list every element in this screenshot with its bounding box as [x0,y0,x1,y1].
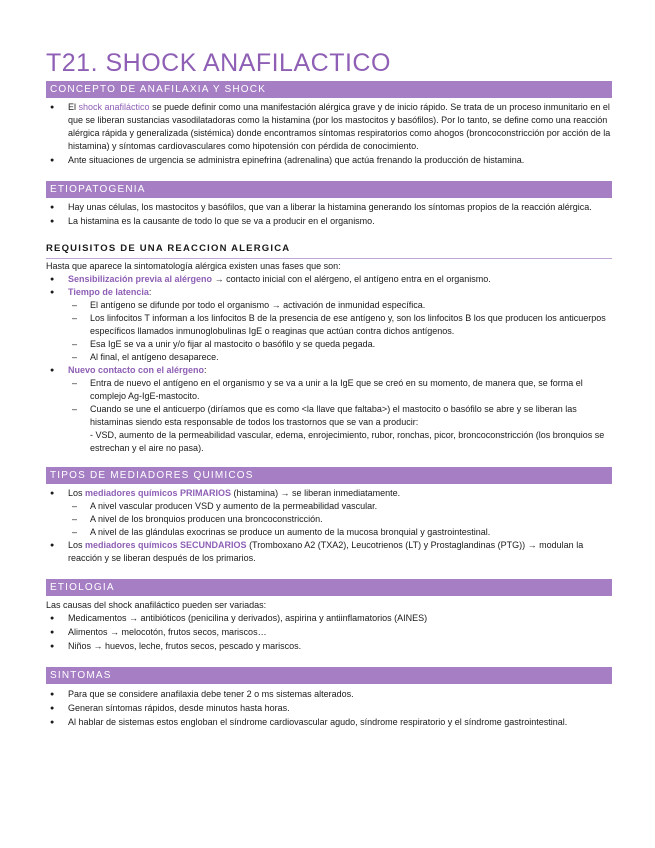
bullet-list [46,101,612,167]
list-item: ● Generan síntomas rápidos, desde minutos hasta horas. [46,702,612,715]
sub-item: – Esa IgE se va a unir y/o fijar al mastocito o basófilo y se queda pegada. [46,338,612,351]
section-requisitos [46,240,612,455]
section-header: ETIOLOGIA [46,579,612,596]
list-item: ● Para que se considere anafilaxia debe tener 2 o ms sistemas alterados. [46,688,612,701]
sub-item: – Los linfocitos T informan a los linfocitos B de la presencia de ese antígeno y, son los linfocitos B los que producen los anticuerpos específicos llamados inmunoglobulinas IgE o reaginas que actúan contra dichos antígenos. [46,312,612,338]
list-item: ● Ante situaciones de urgencia se administra epinefrina (adrenalina) que actúa frenando la producción de histamina. [46,154,612,167]
section-header: REQUISITOS DE UNA REACCION ALERGICA [46,240,612,259]
sub-item: – Entra de nuevo el antígeno en el organismo y se va a unir a la IgE que se creó en su momento, de manera que, se forma el complejo Ag-IgE-mastocito. [46,377,612,403]
highlight-term: Sensibilización previa al alérgeno [68,274,213,284]
highlight-term: mediadores químicos SECUNDARIOS [85,540,247,550]
bullet-list [46,688,612,729]
text: - VSD, aumento de la permeabilidad vascular, edema, enrojecimiento, rubor, ronchas, picor, broncoconstricción (los bronquios se estrechan y el aire no pasa). [90,430,605,453]
text: Los [68,540,86,550]
document-title: T21. SHOCK ANAFILACTICO [46,49,391,77]
text: se puede definir como una manifestación alérgica grave y de inicio rápido. Se trata de un proceso inmunitario en el que se liberan sustancias vasodilatadoras como la histamina (por los mastocitos y basófilos). Por lo tanto, se define como una reacción alérgica rápida y generalizada (sistémica) donde encontramos síntomas respiratorios como ahogos (broncoconstricción por acción de la histamina) y síntomas cardiovasculares como hipotensión con pérdida de conocimiento. [68,102,611,151]
section-header: CONCEPTO DE ANAFILAXIA Y SHOCK [46,81,612,98]
text: → contacto inicial con el alérgeno, el antígeno entra en el organismo. [212,274,491,284]
list-item: ● Niños → huevos, leche, frutos secos, pescado y mariscos. [46,640,612,653]
section-header: ETIOPATOGENIA [46,181,612,198]
list-item [46,101,612,153]
section-header: SINTOMAS [46,667,612,684]
text: Cuando se une el anticuerpo (diríamos que es como <la llave que faltaba>) el mastocito o basófilo se abre y se liberan las histaminas siendo esta responsable de todos los trastornos que se van a producir: [90,404,577,427]
list-item [46,286,612,299]
sub-item [46,403,612,455]
bullet-list [46,612,612,653]
highlight-term: shock anafiláctico [78,102,150,112]
list-item: ● Medicamentos → antibióticos (penicilina y derivados), aspirina y antiinflamatorios (AINES) [46,612,612,625]
list-item: ● Hay unas células, los mastocitos y basófilos, que van a liberar la histamina generando los síntomas propios de la reacción alérgica. [46,201,612,214]
section-mediadores [46,467,612,565]
text: : [148,287,152,297]
text: (histamina) → se liberan inmediatamente. [231,488,401,498]
section-etiopatogenia [46,181,612,228]
text: Los [68,488,86,498]
list-item [46,487,612,500]
text: (Tromboxano A2 (TXA2), Leucotrienos (LT) y Prostaglandinas (PTG)) → modulan la reacción y se liberan después de los primarios. [68,540,584,563]
list-item [46,364,612,377]
sub-item: – A nivel de los bronquios producen una broncoconstricción. [46,513,612,526]
list-item: ● Alimentos → melocotón, frutos secos, mariscos… [46,626,612,639]
sub-item: – A nivel de las glándulas exocrinas se produce un aumento de la mucosa bronquial y gastrointestinal. [46,526,612,539]
document-page [46,0,612,729]
section-header: TIPOS DE MEDIADORES QUIMICOS [46,467,612,484]
text: El [68,102,79,112]
section-etiologia [46,579,612,653]
list-item: ● Al hablar de sistemas estos engloban el síndrome cardiovascular agudo, síndrome respiratorio y el síndrome gastrointestinal. [46,716,612,729]
section-sintomas [46,667,612,729]
text: : [204,365,207,375]
bullet-list [46,201,612,228]
bullet-list [46,487,612,565]
list-item [46,539,612,565]
section-intro: Hasta que aparece la sintomatología alérgica existen unas fases que son: [46,261,341,271]
bullet-list [46,273,612,455]
highlight-term: Nuevo contacto con el alérgeno [68,365,205,375]
section-intro: Las causas del shock anafiláctico pueden ser variadas: [46,600,267,610]
sub-item: – El antígeno se difunde por todo el organismo → activación de inmunidad específica. [46,299,612,312]
sub-item: – A nivel vascular producen VSD y aumento de la permeabilidad vascular. [46,500,612,513]
list-item: ● La histamina es la causante de todo lo que se va a producir en el organismo. [46,215,612,228]
section-concepto [46,81,612,167]
highlight-term: Tiempo de latencia [68,287,149,297]
highlight-term: mediadores químicos PRIMARIOS [85,488,232,498]
sub-item: – Al final, el antígeno desaparece. [46,351,612,364]
list-item [46,273,612,286]
